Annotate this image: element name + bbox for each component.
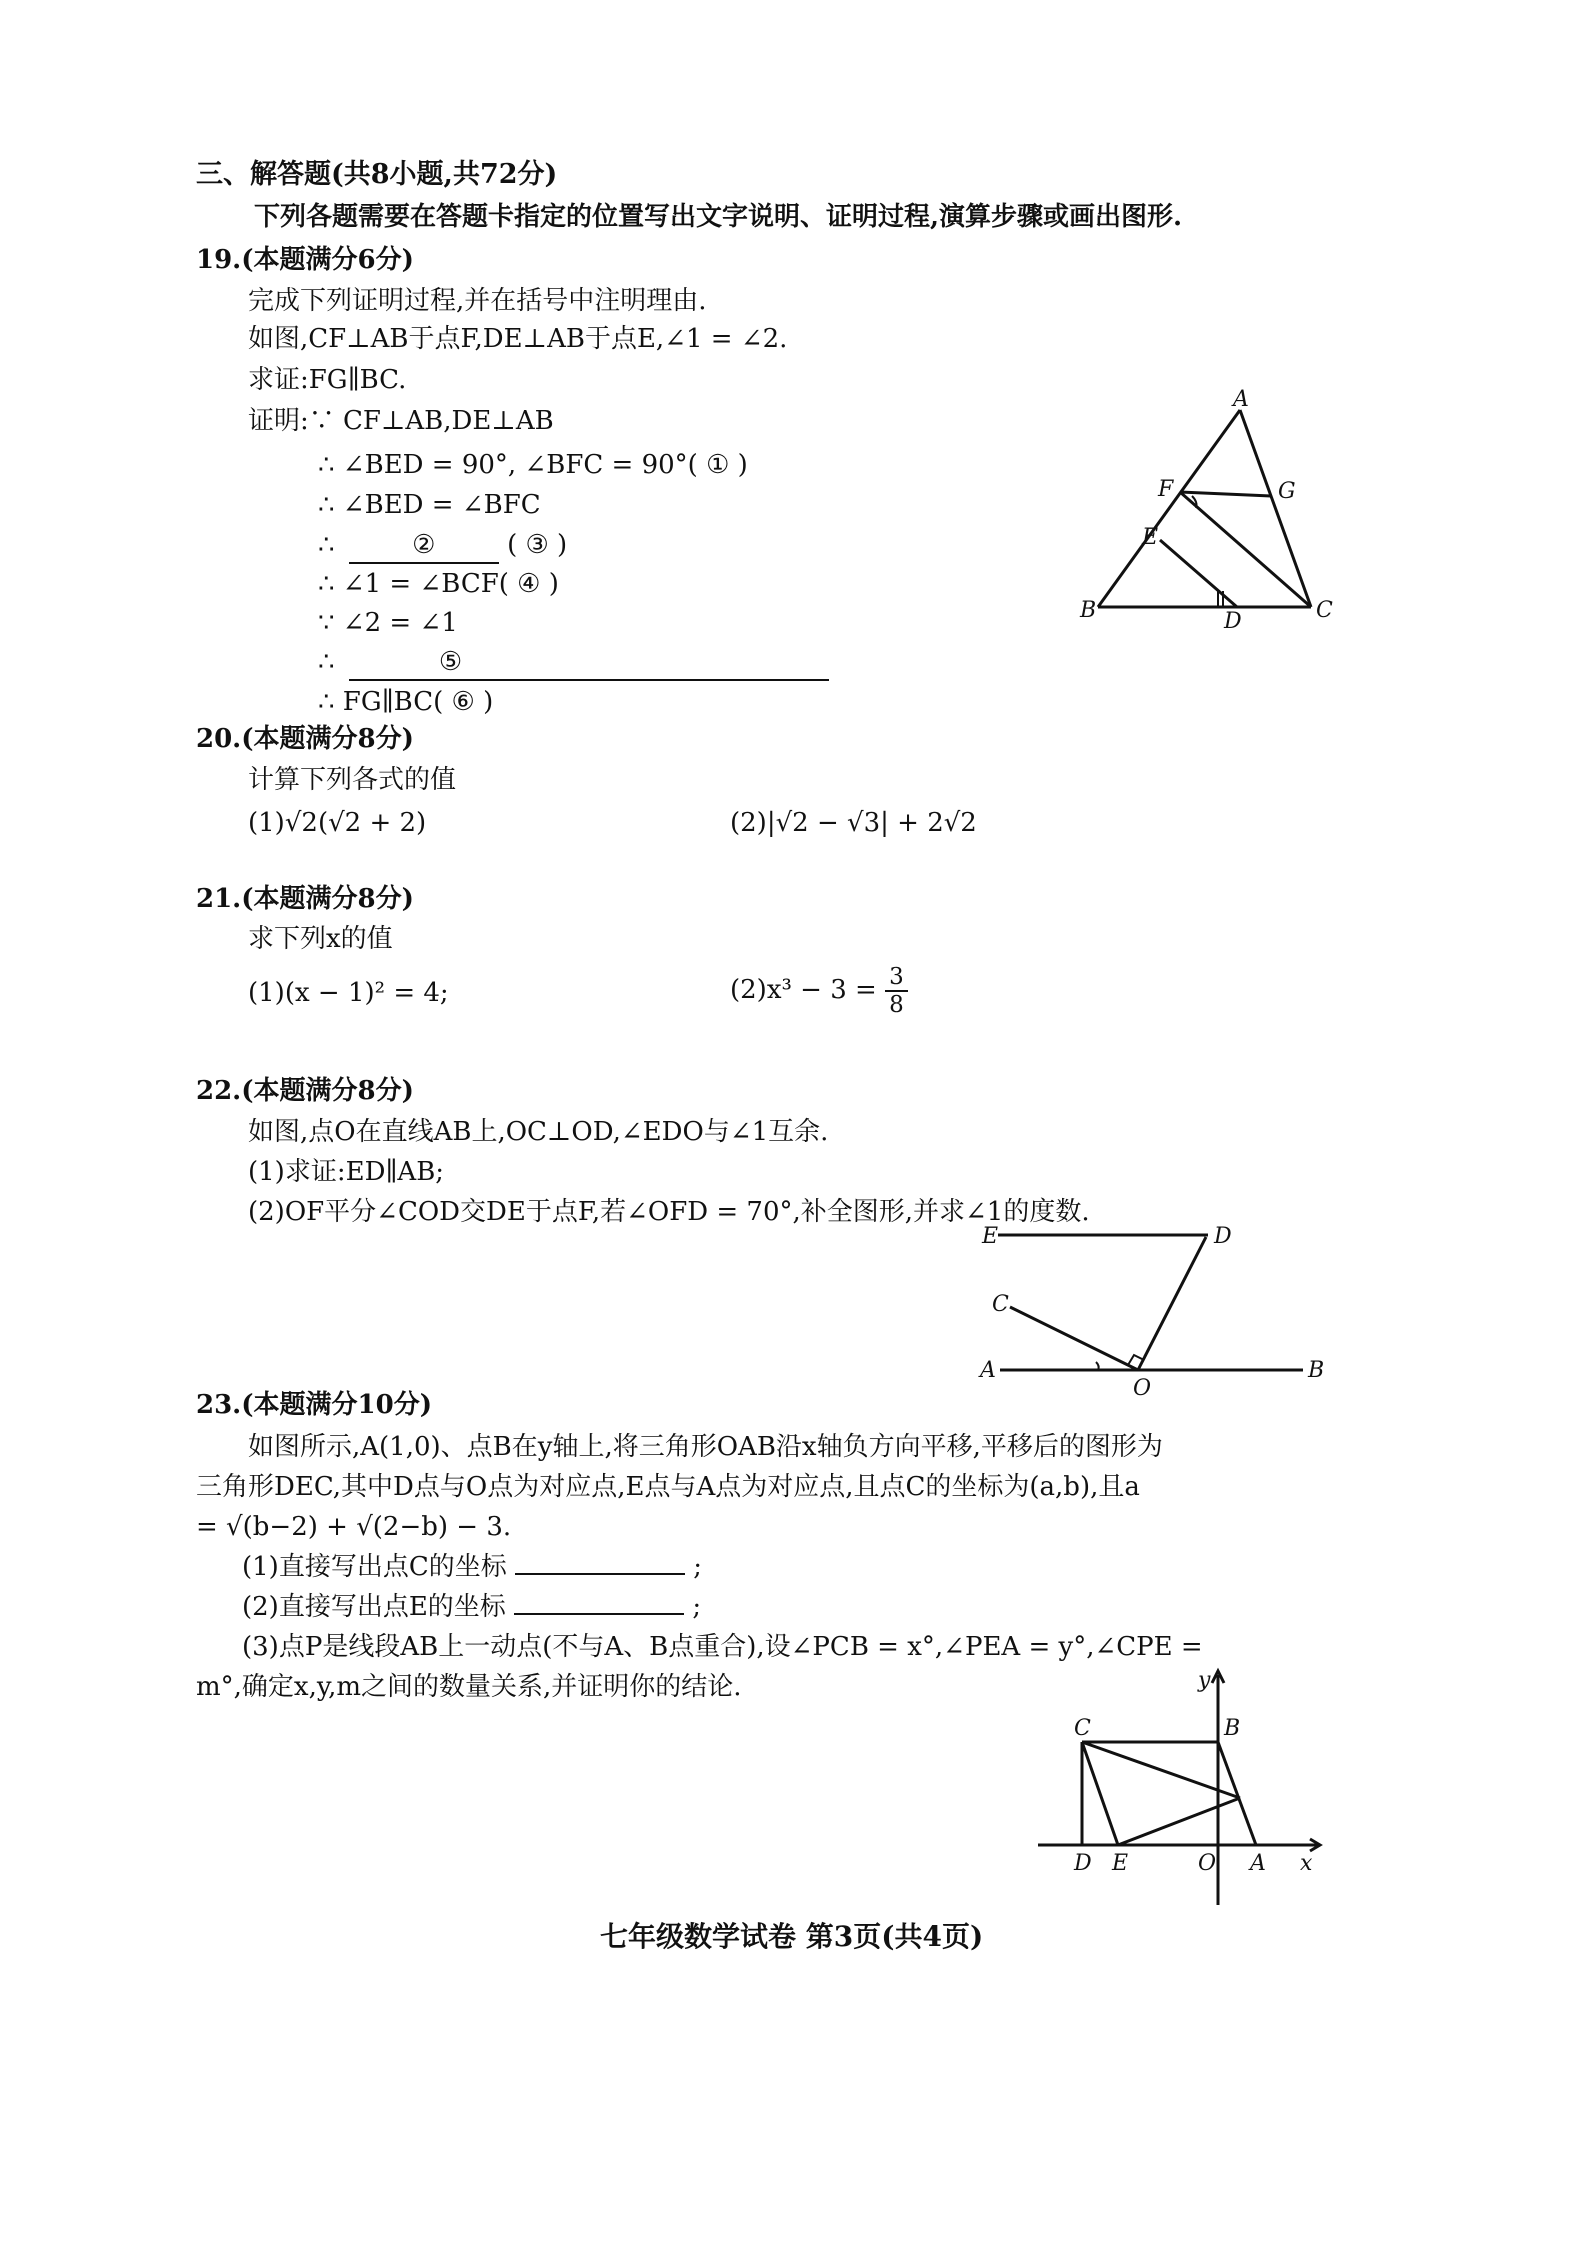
label-D: D [1214, 1224, 1232, 1249]
section-instruction: 下列各题需要在答题卡指定的位置写出文字说明、证明过程,演算步骤或画出图形. [254, 202, 1183, 232]
answer-blank-c[interactable] [515, 1573, 685, 1575]
q23-part2-end: ; [692, 1592, 702, 1622]
label-D: D [1074, 1851, 1092, 1876]
q22-header: 22.(本题满分8分) [196, 1076, 414, 1106]
q19-line-3: 证明:∵ CF⊥AB,DE⊥AB [248, 406, 554, 436]
blank-5[interactable]: ⑤ [349, 645, 829, 681]
q22-line-0: 如图,点O在直线AB上,OC⊥OD,∠EDO与∠1互余. [248, 1117, 829, 1147]
therefore-symbol: ∴ [318, 530, 335, 560]
q19-figure [1080, 387, 1350, 634]
label-E: E [982, 1224, 999, 1249]
q23-part1 [242, 1550, 702, 1584]
q23-part2 [242, 1590, 701, 1624]
q23-line-1: 三角形DEC,其中D点与O点为对应点,E点与A点为对应点,且点C的坐标为(a,b),且a [196, 1472, 1140, 1502]
answer-blank-e[interactable] [514, 1613, 684, 1615]
fraction-3-8 [885, 964, 908, 1018]
label-B: B [1308, 1358, 1325, 1383]
label-x: x [1300, 1851, 1313, 1876]
label-C: C [1316, 598, 1333, 623]
label-B: B [1080, 598, 1097, 623]
q20-header: 20.(本题满分8分) [196, 724, 414, 754]
q23-figure [1030, 1665, 1340, 1915]
q19-line-2: 求证:FG∥BC. [248, 365, 407, 395]
q21-part2 [730, 964, 908, 1018]
segment-OC [1010, 1307, 1138, 1370]
therefore-symbol: ∴ [318, 647, 335, 677]
segment-AB [1098, 410, 1240, 607]
q19-line-0: 完成下列证明过程,并在括号中注明理由. [248, 286, 707, 316]
reason-3: ( ③ ) [507, 530, 568, 560]
q23-line-0: 如图所示,A(1,0)、点B在y轴上,将三角形OAB沿x轴负方向平移,平移后的图形为 [248, 1432, 1163, 1462]
q19-line-5: ∴ ∠BED = ∠BFC [318, 490, 541, 520]
q19-line-1: 如图,CF⊥AB于点F,DE⊥AB于点E,∠1 = ∠2. [248, 324, 788, 354]
label-G: G [1278, 479, 1296, 504]
label-F: F [1158, 477, 1174, 502]
q22-line-2: (2)OF平分∠COD交DE于点F,若∠OFD = 70°,补全图形,并求∠1的度数. [248, 1197, 1090, 1227]
label-A: A [980, 1358, 996, 1383]
q23-line-8: m°,确定x,y,m之间的数量关系,并证明你的结论. [196, 1672, 742, 1702]
segment-CP [1082, 1742, 1240, 1798]
section-title: 三、解答题(共8小题,共72分) [196, 159, 558, 190]
q22-figure [978, 1224, 1338, 1401]
q22-line-1: (1)求证:ED∥AB; [248, 1157, 445, 1187]
q19-line-13: ∴ FG∥BC( ⑥ ) [318, 687, 494, 717]
q23-part2-text: (2)直接写出点E的坐标 [242, 1592, 506, 1622]
q23-line-7: (3)点P是线段AB上一动点(不与A、B点重合),设∠PCB = x°,∠PEA = y°,∠CPE = [242, 1632, 1203, 1662]
segment-FG [1180, 492, 1271, 496]
label-y: y [1198, 1668, 1211, 1693]
segment-CE [1082, 1742, 1118, 1845]
q21-part1: (1)(x − 1)² = 4; [248, 978, 449, 1008]
label-A: A [1250, 1851, 1266, 1876]
q23-part1-end: ; [693, 1552, 703, 1582]
q20-part2: (2)|√2 − √3| + 2√2 [730, 808, 977, 838]
q23-header: 23.(本题满分10分) [196, 1390, 433, 1420]
label-C: C [992, 1292, 1009, 1317]
q20-part1: (1)√2(√2 + 2) [248, 808, 427, 838]
q23-line-2: = √(b−2) + √(2−b) − 3. [196, 1512, 512, 1542]
label-O: O [1198, 1851, 1217, 1876]
label-E: E [1142, 525, 1159, 550]
label-B: B [1224, 1716, 1241, 1741]
q23-part1-text: (1)直接写出点C的坐标 [242, 1552, 507, 1582]
label-E: E [1112, 1851, 1129, 1876]
q21-part2-prefix: (2)x³ − 3 = [730, 975, 877, 1005]
label-D: D [1224, 609, 1242, 634]
blank-2[interactable]: ② [349, 528, 499, 564]
q19-header: 19.(本题满分6分) [196, 245, 414, 275]
segment-ED [1160, 540, 1237, 607]
q21-header: 21.(本题满分8分) [196, 884, 414, 914]
q19-line-10: ∵ ∠2 = ∠1 [318, 608, 458, 638]
q19-line-9: ∴ ∠1 = ∠BCF( ④ ) [318, 569, 559, 599]
q19-line-11 [318, 645, 829, 681]
page-footer: 七年级数学试卷 第3页(共4页) [600, 1920, 984, 1953]
label-O: O [1133, 1376, 1152, 1401]
label-C: C [1074, 1716, 1091, 1741]
fraction-numerator: 3 [885, 964, 908, 992]
q20-prompt: 计算下列各式的值 [248, 765, 457, 795]
label-A: A [1233, 387, 1249, 412]
segment-EP [1118, 1798, 1240, 1845]
fraction-denominator: 8 [889, 992, 904, 1018]
q19-line-4: ∴ ∠BED = 90°, ∠BFC = 90°( ① ) [318, 450, 748, 480]
q21-prompt: 求下列x的值 [248, 924, 393, 954]
segment-OD [1138, 1237, 1206, 1370]
q19-line-6 [318, 528, 567, 564]
